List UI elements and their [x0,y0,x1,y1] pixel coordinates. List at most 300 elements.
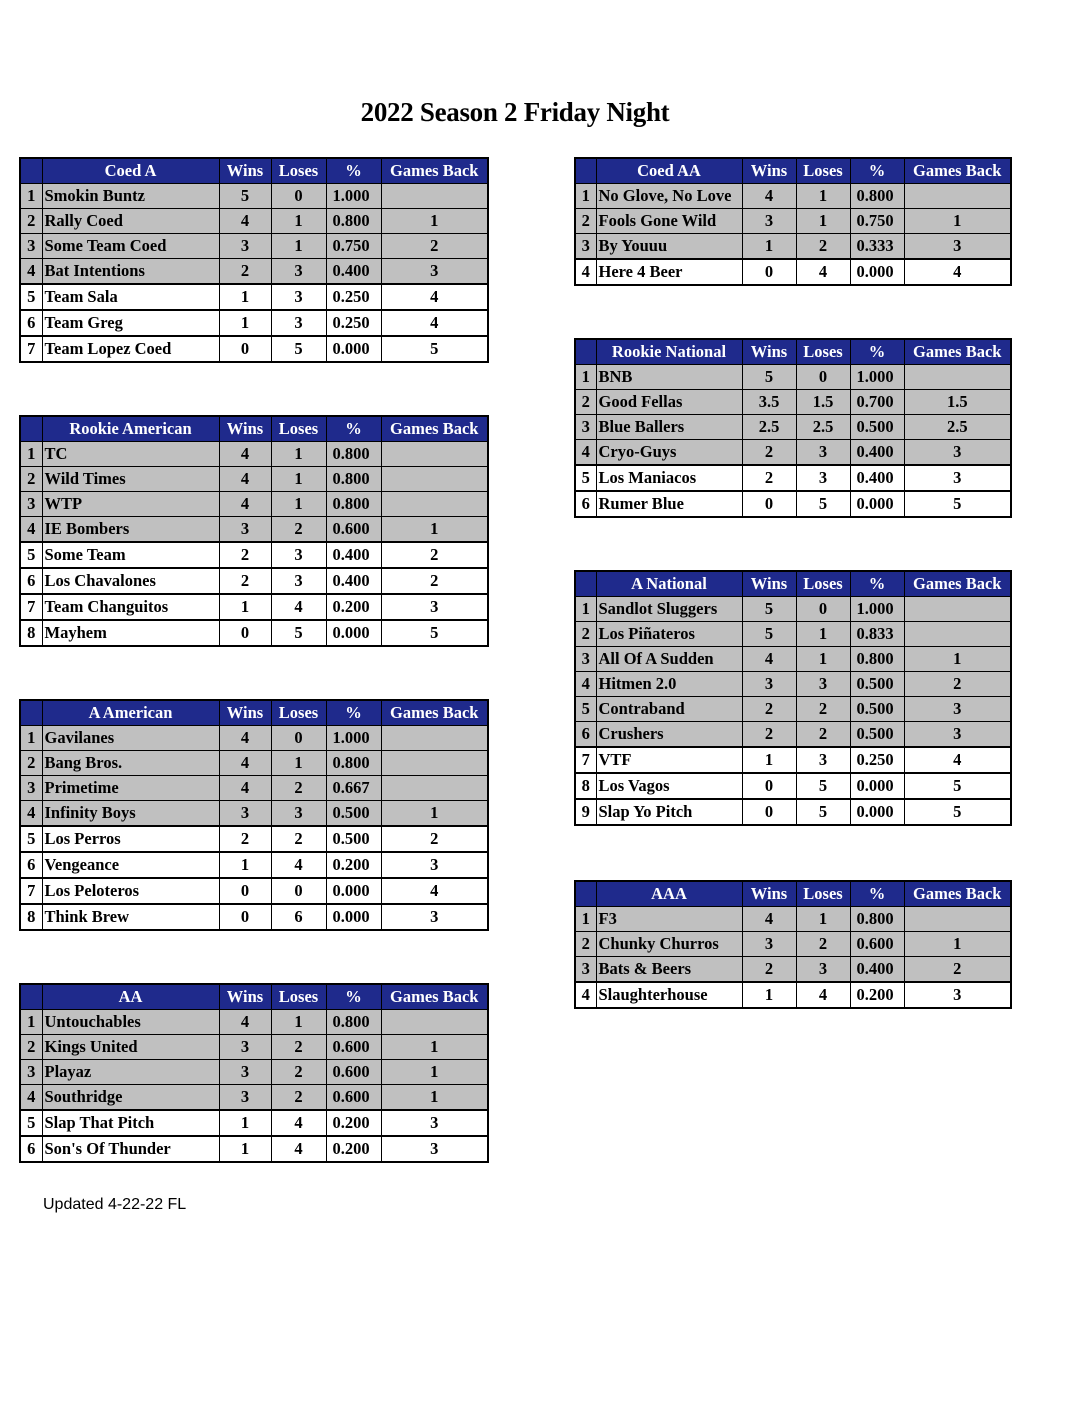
rank-cell: 4 [575,259,596,285]
table-row [575,622,1011,647]
games-back-cell: 3 [381,904,488,930]
loses-cell: 6 [271,904,326,930]
rank-cell: 7 [20,878,42,904]
loses-cell: 0 [796,597,850,622]
rank-cell: 5 [20,1110,42,1136]
table-row [575,209,1011,234]
wins-cell: 4 [219,1010,271,1035]
wins-cell: 3 [219,1085,271,1111]
games-back-cell [381,184,488,209]
team-name: Some Team Coed [42,234,219,259]
loses-cell: 2 [796,234,850,260]
rank-header [575,158,596,184]
loses-cell: 5 [796,773,850,799]
rank-cell: 8 [20,904,42,930]
rank-cell: 3 [575,957,596,983]
pct-header: % [326,158,381,184]
loses-cell: 3 [796,747,850,773]
wins-cell: 0 [219,620,271,646]
loses-cell: 5 [796,491,850,517]
games-back-cell: 3 [381,594,488,620]
rank-cell: 3 [575,415,596,440]
table-header-row [575,571,1011,597]
games-back-cell: 2 [381,568,488,594]
table-row [20,209,488,234]
rank-cell: 1 [20,1010,42,1035]
rank-cell: 8 [575,773,596,799]
wins-cell: 2 [219,542,271,568]
rank-cell: 6 [575,722,596,748]
table-header-row [20,416,488,442]
team-name: Bat Intentions [42,259,219,285]
pct-header: % [850,881,904,907]
rank-header [20,416,42,442]
pct-header: % [850,158,904,184]
loses-cell: 4 [271,594,326,620]
games-back-cell: 1 [381,209,488,234]
team-name: Slap Yo Pitch [596,799,742,825]
loses-cell: 4 [271,1110,326,1136]
team-name: All Of A Sudden [596,647,742,672]
games-back-cell: 4 [381,310,488,336]
games-back-header: Games Back [904,339,1011,365]
wins-header: Wins [219,158,271,184]
table-row [20,726,488,751]
rank-cell: 4 [20,259,42,285]
rank-cell: 2 [575,622,596,647]
team-name: No Glove, No Love [596,184,742,209]
rank-cell: 4 [575,672,596,697]
wins-cell: 2 [742,722,796,748]
games-back-header: Games Back [904,571,1011,597]
pct-cell: 0.750 [326,234,381,259]
wins-cell: 4 [742,907,796,932]
wins-cell: 0 [742,259,796,285]
games-back-cell: 2 [381,542,488,568]
loses-cell: 4 [271,1136,326,1162]
loses-cell: 3 [271,310,326,336]
updated-note: Updated 4-22-22 FL [43,1196,187,1213]
table-row [20,1136,488,1162]
rank-cell: 3 [20,776,42,801]
pct-cell: 0.400 [850,440,904,466]
wins-cell: 1 [742,982,796,1008]
table-row [20,801,488,827]
pct-cell: 0.800 [326,442,381,467]
team-name: Smokin Buntz [42,184,219,209]
games-back-cell: 2 [904,957,1011,983]
table-row [20,336,488,362]
pct-cell: 0.400 [326,568,381,594]
table-row [20,1110,488,1136]
team-name: Some Team [42,542,219,568]
pct-header: % [850,339,904,365]
team-name: Team Changuitos [42,594,219,620]
table-row [575,465,1011,491]
standings-table-coed-aa [574,157,1012,286]
standings-table-a-national [574,570,1012,826]
table-header-row [20,700,488,726]
loses-cell: 2 [271,776,326,801]
team-name: Sandlot Sluggers [596,597,742,622]
loses-header: Loses [796,881,850,907]
games-back-cell [904,184,1011,209]
wins-header: Wins [219,416,271,442]
loses-header: Loses [271,416,326,442]
wins-cell: 0 [219,878,271,904]
table-row [20,467,488,492]
pct-cell: 0.250 [850,747,904,773]
table-row [20,517,488,543]
pct-cell: 1.000 [850,365,904,390]
standings-table-coed-a [19,157,489,363]
loses-cell: 0 [271,184,326,209]
table-row [20,542,488,568]
pct-cell: 0.000 [850,773,904,799]
rank-cell: 1 [575,907,596,932]
wins-cell: 3 [742,672,796,697]
wins-cell: 4 [219,442,271,467]
team-name: Son's Of Thunder [42,1136,219,1162]
games-back-cell: 3 [904,234,1011,260]
team-name: Team Lopez Coed [42,336,219,362]
rank-cell: 1 [20,726,42,751]
loses-cell: 3 [796,672,850,697]
division-name: A American [42,700,219,726]
wins-header: Wins [219,984,271,1010]
pct-cell: 0.800 [326,467,381,492]
pct-cell: 0.000 [326,620,381,646]
rank-header [20,984,42,1010]
games-back-cell: 1 [381,1035,488,1060]
games-back-cell: 3 [904,982,1011,1008]
loses-cell: 2 [796,932,850,957]
wins-cell: 0 [219,336,271,362]
team-name: Bats & Beers [596,957,742,983]
wins-cell: 0 [742,491,796,517]
table-row [575,491,1011,517]
division-name: Rookie National [596,339,742,365]
wins-cell: 4 [219,492,271,517]
rank-cell: 4 [575,982,596,1008]
loses-header: Loses [796,571,850,597]
wins-cell: 3 [219,517,271,543]
pct-cell: 0.200 [326,852,381,878]
rank-cell: 6 [20,852,42,878]
table-row [20,259,488,285]
pct-cell: 0.400 [326,542,381,568]
table-row [20,904,488,930]
pct-cell: 0.400 [850,957,904,983]
rank-cell: 4 [20,1085,42,1111]
pct-cell: 0.700 [850,390,904,415]
pct-cell: 0.600 [326,517,381,543]
table-row [20,310,488,336]
wins-cell: 4 [219,776,271,801]
loses-cell: 1 [271,1010,326,1035]
rank-cell: 1 [575,597,596,622]
table-row [20,492,488,517]
loses-cell: 2.5 [796,415,850,440]
rank-cell: 1 [20,184,42,209]
loses-cell: 1 [796,907,850,932]
pct-cell: 0.200 [326,1110,381,1136]
wins-cell: 1 [742,747,796,773]
loses-cell: 0 [271,726,326,751]
table-row [20,1035,488,1060]
wins-header: Wins [742,158,796,184]
standings-table-aaa [574,880,1012,1009]
wins-cell: 5 [742,622,796,647]
team-name: Team Sala [42,284,219,310]
rank-cell: 4 [20,517,42,543]
table-row [20,1085,488,1111]
wins-cell: 0 [742,773,796,799]
table-row [575,365,1011,390]
wins-cell: 5 [742,365,796,390]
pct-cell: 0.500 [850,415,904,440]
table-row [575,907,1011,932]
pct-cell: 0.500 [850,672,904,697]
team-name: Here 4 Beer [596,259,742,285]
team-name: Contraband [596,697,742,722]
wins-cell: 1 [742,234,796,260]
wins-cell: 0 [219,904,271,930]
games-back-cell: 5 [904,491,1011,517]
pct-cell: 0.000 [326,904,381,930]
team-name: Playaz [42,1060,219,1085]
pct-cell: 1.000 [326,184,381,209]
pct-cell: 1.000 [850,597,904,622]
team-name: Untouchables [42,1010,219,1035]
rank-cell: 1 [20,442,42,467]
wins-cell: 1 [219,1110,271,1136]
games-back-cell: 3 [904,722,1011,748]
rank-cell: 2 [575,932,596,957]
wins-cell: 1 [219,852,271,878]
table-row [20,751,488,776]
rank-cell: 5 [20,542,42,568]
loses-cell: 2 [271,1035,326,1060]
rank-header [575,339,596,365]
wins-cell: 2 [219,259,271,285]
wins-cell: 5 [742,597,796,622]
team-name: Team Greg [42,310,219,336]
table-row [575,234,1011,260]
loses-cell: 1.5 [796,390,850,415]
team-name: By Youuu [596,234,742,260]
loses-cell: 4 [271,852,326,878]
rank-cell: 2 [20,1035,42,1060]
rank-header [20,700,42,726]
rank-cell: 2 [20,467,42,492]
team-name: BNB [596,365,742,390]
wins-cell: 5 [219,184,271,209]
games-back-cell: 2 [381,826,488,852]
pct-cell: 0.000 [850,491,904,517]
games-back-cell [904,365,1011,390]
rank-cell: 4 [20,801,42,827]
loses-cell: 2 [271,826,326,852]
team-name: Cryo-Guys [596,440,742,466]
rank-cell: 5 [575,697,596,722]
wins-cell: 2 [742,440,796,466]
rank-cell: 3 [575,234,596,260]
loses-cell: 0 [796,365,850,390]
wins-cell: 3 [219,234,271,259]
table-row [575,415,1011,440]
loses-cell: 3 [271,542,326,568]
games-back-cell: 2 [381,234,488,259]
pct-cell: 0.800 [326,751,381,776]
rank-cell: 5 [20,826,42,852]
team-name: Hitmen 2.0 [596,672,742,697]
standings-table-a-american [19,699,489,931]
loses-cell: 5 [796,799,850,825]
loses-cell: 4 [796,982,850,1008]
loses-cell: 2 [796,697,850,722]
rank-cell: 1 [575,365,596,390]
wins-header: Wins [742,881,796,907]
table-row [575,672,1011,697]
page-title: 2022 Season 2 Friday Night [360,97,670,127]
loses-cell: 3 [271,568,326,594]
loses-cell: 3 [796,957,850,983]
games-back-cell: 1 [904,647,1011,672]
games-back-cell: 2 [904,672,1011,697]
table-row [575,773,1011,799]
games-back-header: Games Back [381,700,488,726]
games-back-cell: 4 [381,878,488,904]
wins-cell: 2 [219,568,271,594]
rank-header [575,881,596,907]
team-name: WTP [42,492,219,517]
wins-cell: 2 [219,826,271,852]
pct-header: % [850,571,904,597]
pct-cell: 0.750 [850,209,904,234]
table-row [20,1010,488,1035]
division-name: Coed A [42,158,219,184]
wins-header: Wins [742,571,796,597]
wins-cell: 4 [219,467,271,492]
loses-cell: 3 [271,259,326,285]
team-name: Blue Ballers [596,415,742,440]
rank-cell: 3 [575,647,596,672]
pct-cell: 0.800 [326,1010,381,1035]
table-row [20,568,488,594]
loses-cell: 1 [271,442,326,467]
wins-cell: 3.5 [742,390,796,415]
loses-cell: 4 [796,259,850,285]
wins-cell: 2.5 [742,415,796,440]
rank-cell: 1 [575,184,596,209]
pct-cell: 0.833 [850,622,904,647]
table-row [20,878,488,904]
pct-cell: 0.600 [326,1035,381,1060]
team-name: Bang Bros. [42,751,219,776]
team-name: IE Bombers [42,517,219,543]
games-back-cell [381,751,488,776]
games-back-cell: 5 [904,773,1011,799]
rank-cell: 3 [20,234,42,259]
loses-header: Loses [796,339,850,365]
games-back-header: Games Back [381,984,488,1010]
pct-cell: 0.500 [850,722,904,748]
loses-cell: 5 [271,336,326,362]
team-name: Crushers [596,722,742,748]
division-name: AAA [596,881,742,907]
pct-cell: 0.200 [850,982,904,1008]
wins-cell: 4 [219,726,271,751]
table-row [20,852,488,878]
loses-header: Loses [271,158,326,184]
wins-cell: 3 [219,801,271,827]
loses-cell: 1 [271,751,326,776]
loses-cell: 1 [796,622,850,647]
table-header-row [575,158,1011,184]
loses-cell: 1 [796,647,850,672]
wins-cell: 1 [219,284,271,310]
wins-cell: 2 [742,957,796,983]
team-name: Los Chavalones [42,568,219,594]
pct-cell: 0.000 [326,336,381,362]
games-back-cell: 5 [904,799,1011,825]
games-back-cell: 4 [904,747,1011,773]
rank-cell: 7 [20,594,42,620]
table-row [20,234,488,259]
team-name: Wild Times [42,467,219,492]
division-name: Coed AA [596,158,742,184]
pct-cell: 0.000 [326,878,381,904]
wins-cell: 3 [219,1035,271,1060]
loses-cell: 1 [796,209,850,234]
team-name: Good Fellas [596,390,742,415]
division-name: A National [596,571,742,597]
games-back-cell: 3 [381,852,488,878]
pct-cell: 0.500 [326,826,381,852]
pct-cell: 0.500 [326,801,381,827]
rank-cell: 9 [575,799,596,825]
wins-cell: 4 [219,209,271,234]
table-row [575,932,1011,957]
wins-cell: 4 [219,751,271,776]
wins-header: Wins [219,700,271,726]
games-back-cell: 1 [904,932,1011,957]
rank-cell: 7 [20,336,42,362]
pct-cell: 0.000 [850,799,904,825]
pct-cell: 0.200 [326,1136,381,1162]
loses-cell: 1 [796,184,850,209]
table-row [575,597,1011,622]
standings-table-rookie-national [574,338,1012,518]
games-back-header: Games Back [381,158,488,184]
team-name: Los Perros [42,826,219,852]
table-row [575,799,1011,825]
games-back-cell: 1.5 [904,390,1011,415]
rank-cell: 4 [575,440,596,466]
pct-cell: 0.600 [326,1060,381,1085]
games-back-cell: 1 [904,209,1011,234]
rank-cell: 2 [20,751,42,776]
wins-cell: 0 [742,799,796,825]
team-name: Mayhem [42,620,219,646]
pct-cell: 0.400 [326,259,381,285]
pct-cell: 0.250 [326,284,381,310]
table-row [575,259,1011,285]
loses-cell: 1 [271,234,326,259]
team-name: Kings United [42,1035,219,1060]
games-back-cell: 3 [381,1136,488,1162]
